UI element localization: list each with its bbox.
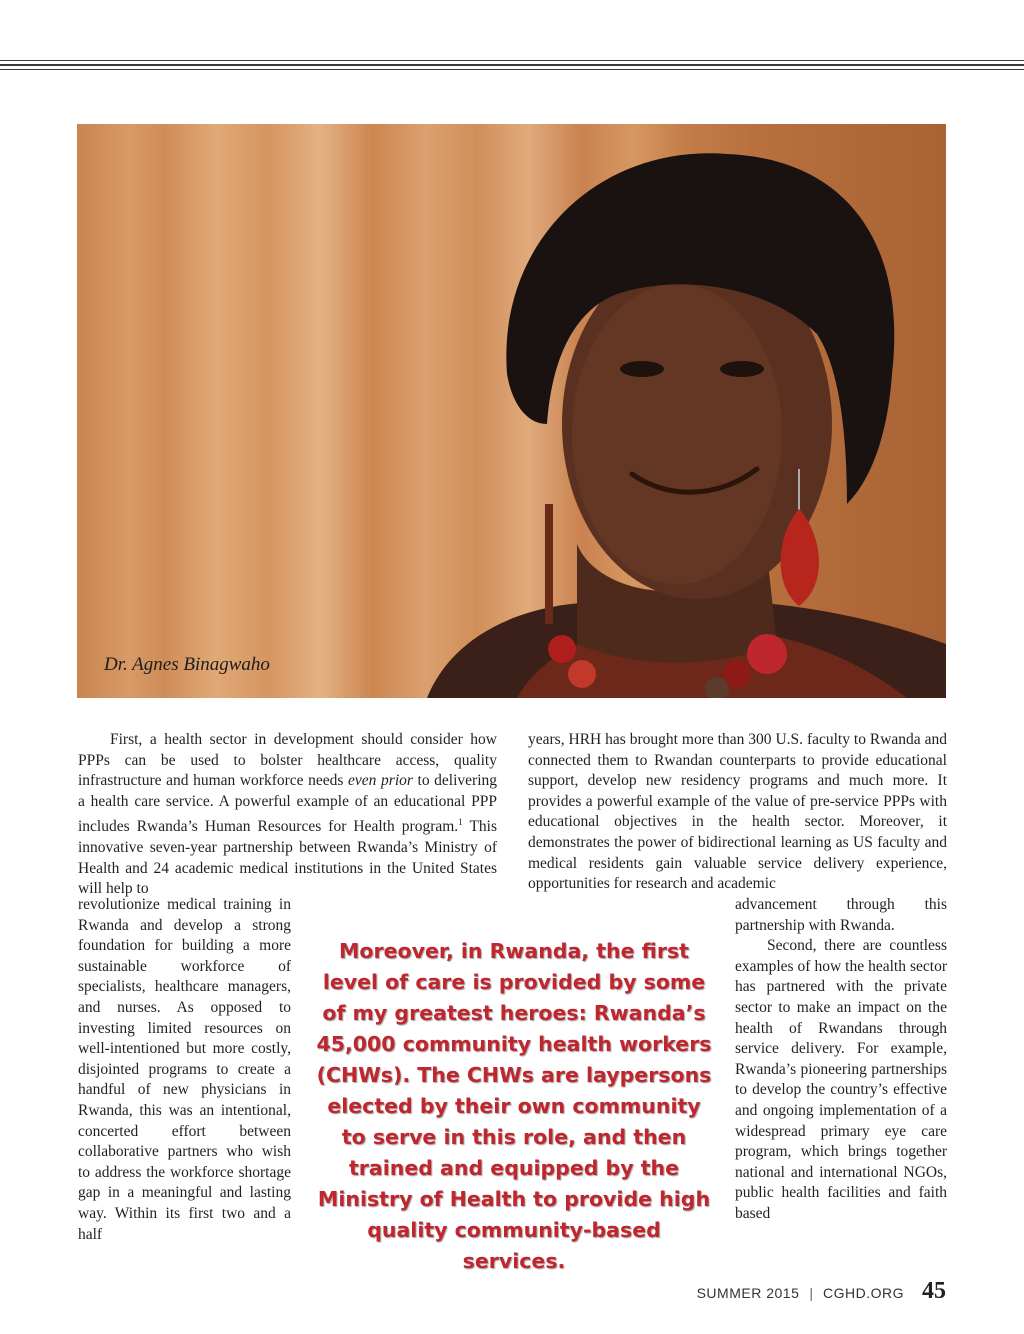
para1-continued: revolutionize medical training in Rwanda and develop a strong foundation for building a more sustainable workforce of specialists, healthcare managers, and nurses. As opposed to investing limited resources on well-intentioned but more costly, disjointed programs to create a handful of new physicians in Rwanda, this was an intentional, concerted effort between collaborative partners who wish to address the workforce shortage gap in a meaningful and lasting way. Within its first two and a half xyxy=(78,896,291,1243)
photo-caption: Dr. Agnes Binagwaho xyxy=(104,654,270,675)
column-2-narrow xyxy=(735,895,947,1225)
paragraph-second: Second, there are countless examples of how the health sector has partnered with the private sector to make an impact on the health of Rwandans through service delivery. For example, Rwanda’s pioneering partnerships to develop the country’s effective and ongoing implementation of a widespread primary eye care program, which brings together national and international NGOs, public health facilities and faith based xyxy=(735,937,947,1222)
issue-label: SUMMER 2015 xyxy=(696,1285,800,1301)
para2-continued: advancement through this partnership with Rwanda. xyxy=(735,896,947,934)
footer-separator: | xyxy=(809,1285,813,1301)
para1-text-a: First, a health sector in development should consider how PPPs can be used to bolster healthcare access, quality infrastructure and human workforce needs xyxy=(78,731,497,790)
portrait-illustration xyxy=(77,124,946,698)
column-1-narrow xyxy=(78,895,291,1245)
column-2-top xyxy=(528,730,947,895)
pull-quote: Moreover, in Rwanda, the first level of care is provided by some of my greatest heroes: Rwanda’s 45,000 community health workers (CHWs). The CHWs are laypersons elected by their own community to serve in this role, and then trained and equipped by the Ministry of Health to provide high quality community-based services. xyxy=(316,939,712,1273)
page-footer xyxy=(697,1278,946,1305)
portrait-photo xyxy=(77,124,946,698)
para1-text-c: This innovative seven-year partnership between Rwanda’s Ministry of Health and 24 academic medical institutions in the United States will help to xyxy=(78,818,497,898)
page-number: 45 xyxy=(922,1278,946,1304)
footnote-marker: 1 xyxy=(458,817,463,828)
para2-text: years, HRH has brought more than 300 U.S. faculty to Rwanda and connected them to Rwandan counterparts to provide educational support, develop new residency programs and much more. It provides a powerful example of the value of pre-service PPPs with educational objectives in the health sector. Moreover, it demonstrates the power of bidirectional learning as US faculty and medical residents gain valuable service delivery experience, opportunities for research and academic xyxy=(528,731,947,893)
header-rule-mid xyxy=(0,64,1024,66)
paragraph-hrh xyxy=(78,730,497,900)
header-rule-bottom xyxy=(0,69,1024,70)
column-1-top xyxy=(78,730,497,900)
header-rule-top xyxy=(0,60,1024,61)
para1-text-b: to delivering a health care service. A powerful example of an educational PPP includes Rwanda’s Human Resources for Health program. xyxy=(78,772,498,836)
para1-emphasis: even prior xyxy=(348,772,413,790)
site-label: CGHD.ORG xyxy=(823,1285,904,1301)
